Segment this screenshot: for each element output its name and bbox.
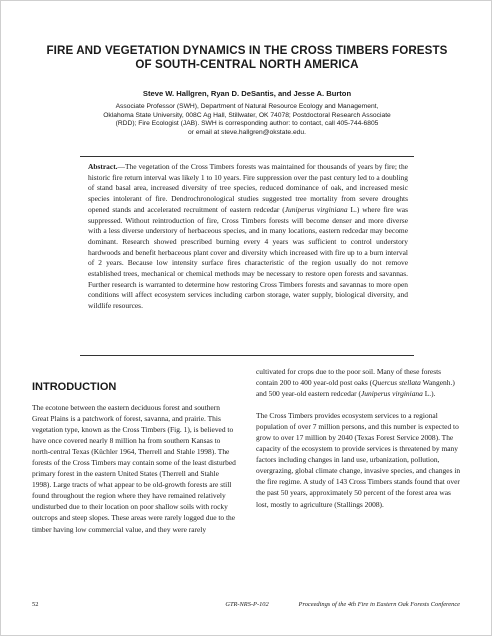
title-line-2: OF SOUTH-CENTRAL NORTH AMERICA <box>135 58 359 71</box>
report-id: GTR-NRS-P-102 <box>225 601 269 608</box>
page-number: 52 <box>32 601 39 608</box>
species-name: Quercus stellata <box>372 378 421 388</box>
affiliation-line: or email at steve.hallgren@okstate.edu. <box>188 128 306 136</box>
paper-title <box>31 44 463 72</box>
abstract-segment: —The vegetation of the Cross Timbers forests was maintained for thousands of years by fire; the historic fire return interval was likely 1 to 10 years. Fire suppression over the past century led to a doubling of stand basal area, increased diversity of tree species, reduced dominance of oak, and increased mesic species intolerant of fire. Dendrochronological studies suggested tree mortality from severe droughts opened stands and accelerated recruitment of eastern redcedar ( <box>88 162 408 214</box>
right-column <box>256 366 462 510</box>
intro-paragraph: The ecotone between the eastern deciduous forest and southern Great Plains is a patchwork of forest, savanna, and prairie. This vegetation type, known as the Cross Timbers (Fig. 1), is believed to have once covered nearly 8 million ha from southern Kansas to north-central Texas (Küchler 1964, Therrell and Stahle 1998). The forests of the Cross Timbers may contain some of the least disturbed primary forest in the eastern United States (Therrell and Stahle 1998). Large tracts of what appear to be old-growth forests are still found throughout the region where they have remained relatively undisturbed due to their location on poor shallow soils with rocky outcrops and steep slopes. These areas were rarely logged due to the timber having low commercial value, and they were rarely <box>32 403 236 534</box>
affiliation-line: Associate Professor (SWH), Department of Natural Resource Ecology and Management, <box>115 103 379 110</box>
abstract-box <box>80 156 414 356</box>
proceedings-title: Proceedings of the 4th Fire in Eastern Oak Forests Conference <box>298 601 460 608</box>
abstract-text <box>88 162 408 312</box>
species-name: Juniperus virginiana <box>360 389 423 399</box>
text-segment: Wangenh.) and 500 year-old eastern redcedar ( <box>256 378 455 399</box>
species-name: Juniperus virginiana <box>284 204 348 214</box>
author-affiliation <box>81 103 413 137</box>
intro-paragraph: The Cross Timbers provides ecosystem services to a regional population of over 7 million persons, and this number is expected to grow to over 17 million by 2040 (Texas Forest Service 2008). The capacity of the ecosystem to provide services is threatened by many factors including changes in land use, urbanization, pollution, overgrazing, global climate change, invasive species, and changes in the fire regime. A study of 143 Cross Timbers stands found that over the past 50 years, approximately 50 percent of the forest area was lost, mostly to agriculture (Stallings 2008). <box>256 411 461 509</box>
affiliation-line: Oklahoma State University, 008C Ag Hall, Stillwater, OK 74078; Postdoctoral Research Associate <box>103 111 391 119</box>
author-list: Steve W. Hallgren, Ryan D. DeSantis, and Jesse A. Burton <box>142 89 352 98</box>
text-segment: cultivated for crops due to the poor soil. Many of these forests contain 200 to 400 year-old post oaks ( <box>256 367 442 388</box>
abstract-label: Abstract. <box>88 162 118 171</box>
section-heading: INTRODUCTION <box>32 381 117 393</box>
text-segment: L.). <box>422 389 436 399</box>
affiliation-line: (RDD); Fire Ecologist (JAB). SWH is corresponding author: to contact, call 405-744-6805 <box>115 120 379 128</box>
title-line-1: FIRE AND VEGETATION DYNAMICS IN THE CROSS TIMBERS FORESTS <box>46 44 448 57</box>
left-column <box>32 402 238 535</box>
intro-paragraph <box>256 366 462 399</box>
abstract-segment: L.) where fire was suppressed. Without reintroduction of fire, Cross Timbers forests will become denser and more diverse with a less diverse understory of herbaceous species, and in many locations, eastern redcedar may become dominant. Research showed prescribed burning every 4 years was sufficient to control understory hardwoods and benefit herbaceous plant cover and diversity which increased with fire up to a burn interval of 2 years. Because low intensity surface fires characteristic of the region usually do not remove established trees, mechanical or chemical methods may be necessary to restore open forests and savannas. Further research is warranted to determine how restoring Cross Timbers forests and savannas to more open conditions will affect ecosystem services including carbon storage, water supply, biological diversity, and wildlife resources. <box>88 204 408 311</box>
